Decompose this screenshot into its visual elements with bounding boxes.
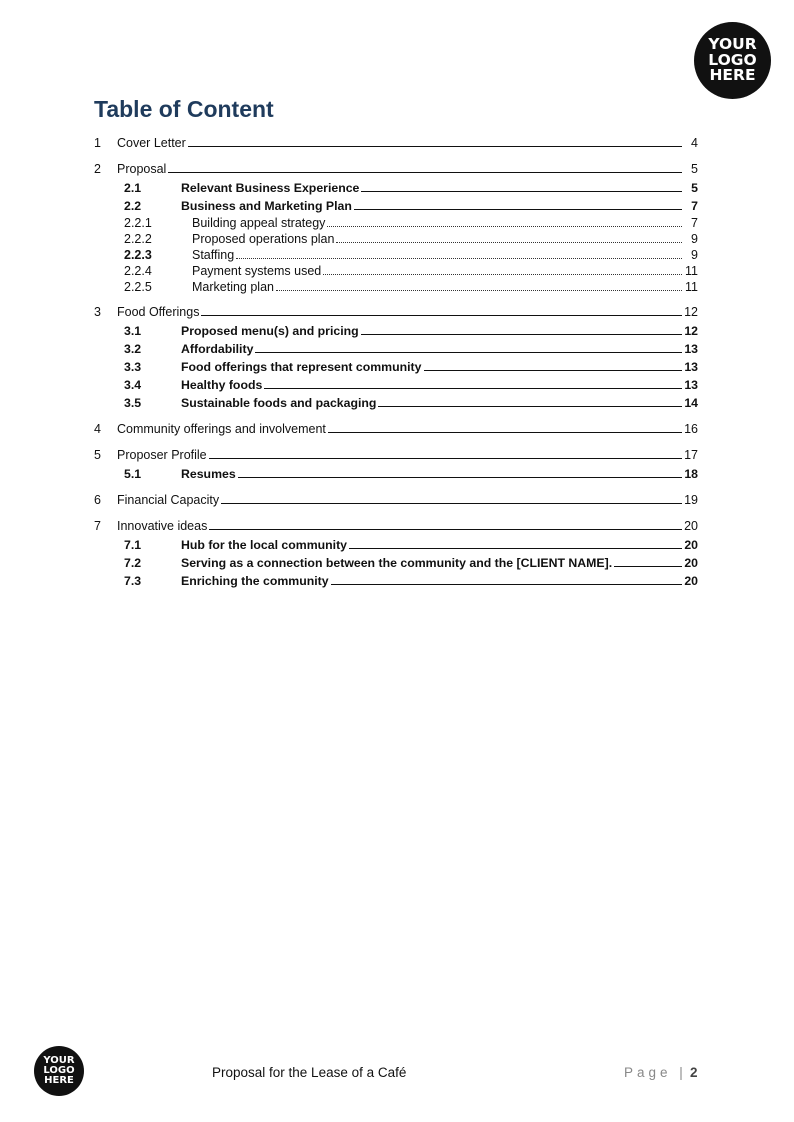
toc-leader [424,369,683,371]
toc-number: 3.3 [124,360,142,374]
toc-number: 3.5 [124,396,142,410]
toc-label: Enriching the community [181,574,329,588]
toc-leader [331,583,682,585]
toc-entry-1[interactable] [94,132,698,150]
toc-number: 4 [94,422,101,436]
toc-page: 20 [684,538,698,552]
toc-label: Proposed operations plan [192,232,335,246]
toc-label: Serving as a connection between the community and the [CLIENT NAME]. [181,556,613,570]
logo-top [694,22,771,99]
toc-entry-3[interactable] [94,301,698,319]
toc-page: 19 [684,493,698,507]
toc-page: 5 [691,181,698,195]
footer-page-number: 2 [690,1065,698,1080]
toc-number: 2 [94,162,101,176]
toc-label: Staffing [192,248,235,262]
toc-number: 2.2.4 [124,264,152,278]
toc-label: Proposal [117,162,167,176]
toc-label: Business and Marketing Plan [181,199,352,213]
toc-number: 7.3 [124,574,142,588]
toc-entry-2[interactable] [94,158,698,176]
toc-label: Relevant Business Experience [181,181,360,195]
toc-leader [349,547,682,549]
toc-label: Cover Letter [117,136,186,150]
toc-page: 7 [691,199,698,213]
toc-leader [188,145,682,147]
toc-label: Payment systems used [192,264,322,278]
toc-entry-3-1[interactable] [124,320,698,338]
toc-entry-2-2-5[interactable] [124,276,698,294]
toc-number: 7 [94,519,101,533]
toc-label: Affordability [181,342,254,356]
footer-page-label: Page | [624,1065,687,1080]
toc-number: 5 [94,448,101,462]
toc-leader [327,225,682,227]
toc-number: 3 [94,305,101,319]
toc-number: 5.1 [124,467,142,481]
toc-leader [361,333,682,335]
toc-leader [336,241,682,243]
toc-entry-7-3[interactable] [124,570,698,588]
toc-page: 13 [684,342,698,356]
toc-page: 17 [684,448,698,462]
toc-label: Community offerings and involvement [117,422,326,436]
toc-label: Marketing plan [192,280,274,294]
toc-label: Sustainable foods and packaging [181,396,377,410]
toc-entry-4[interactable] [94,418,698,436]
toc-page: 12 [684,324,698,338]
toc-page: 12 [684,305,698,319]
toc-number: 2.2 [124,199,142,213]
toc-number: 6 [94,493,101,507]
toc-number: 7.1 [124,538,142,552]
footer-document-title: Proposal for the Lease of a Café [212,1065,407,1080]
toc-number: 7.2 [124,556,142,570]
logo-bottom [34,1046,84,1096]
toc-page: 14 [684,396,698,410]
toc-leader [361,190,682,192]
toc-leader [209,457,682,459]
toc-page: 18 [684,467,698,481]
toc-number: 2.2.2 [124,232,152,246]
toc-leader [614,565,682,567]
toc-page: 13 [684,378,698,392]
toc-entry-7-1[interactable] [124,534,698,552]
toc-number: 3.4 [124,378,142,392]
toc-leader [323,273,682,275]
logo-text: YOUR LOGO HERE [708,35,757,85]
logo-text: YOUR LOGO HERE [43,1055,75,1086]
toc-number: 1 [94,136,101,150]
toc-label: Healthy foods [181,378,263,392]
toc-leader [328,431,682,433]
toc-number: 2.2.3 [124,248,152,262]
toc-label: Proposed menu(s) and pricing [181,324,359,338]
toc-page: 5 [691,162,698,176]
toc-leader [264,387,682,389]
toc-entry-3-3[interactable] [124,356,698,374]
toc-page: 4 [691,136,698,150]
toc-number: 2.2.1 [124,216,152,230]
toc-label: Building appeal strategy [192,216,326,230]
toc-number: 2.2.5 [124,280,152,294]
toc-leader [209,528,682,530]
toc-leader [221,502,682,504]
toc-page: 9 [691,232,698,246]
toc-page: 16 [684,422,698,436]
toc-page: 20 [684,519,698,533]
toc-page: 11 [685,264,698,278]
toc-page: 7 [691,216,698,230]
toc-entry-3-5[interactable] [124,392,698,410]
toc-leader [276,289,682,291]
toc-label: Financial Capacity [117,493,220,507]
toc-number: 2.1 [124,181,142,195]
toc-leader [168,171,682,173]
toc-label: Resumes [181,467,236,481]
toc-entry-3-2[interactable] [124,338,698,356]
toc-label: Food Offerings [117,305,200,319]
toc-entry-6[interactable] [94,489,698,507]
toc-page: 11 [685,280,698,294]
toc-entry-5-1[interactable] [124,463,698,481]
toc-page: 20 [684,574,698,588]
toc-entry-7-2[interactable] [124,552,698,570]
toc-leader [236,257,682,259]
toc-entry-7[interactable] [94,515,698,533]
toc-leader [201,314,682,316]
toc-leader [378,405,682,407]
toc-leader [255,351,682,353]
page-title: Table of Content [94,96,274,122]
toc-page: 20 [684,556,698,570]
toc-entry-2-1[interactable] [124,177,698,195]
toc-number: 3.2 [124,342,142,356]
toc-page: 13 [684,360,698,374]
toc-entry-5[interactable] [94,444,698,462]
toc-entry-3-4[interactable] [124,374,698,392]
toc-entry-2-2[interactable] [124,195,698,213]
toc-leader [354,208,682,210]
toc-label: Hub for the local community [181,538,348,552]
toc-label: Proposer Profile [117,448,207,462]
toc-page: 9 [691,248,698,262]
toc-leader [238,476,682,478]
toc-label: Innovative ideas [117,519,208,533]
toc-label: Food offerings that represent community [181,360,422,374]
toc-number: 3.1 [124,324,142,338]
